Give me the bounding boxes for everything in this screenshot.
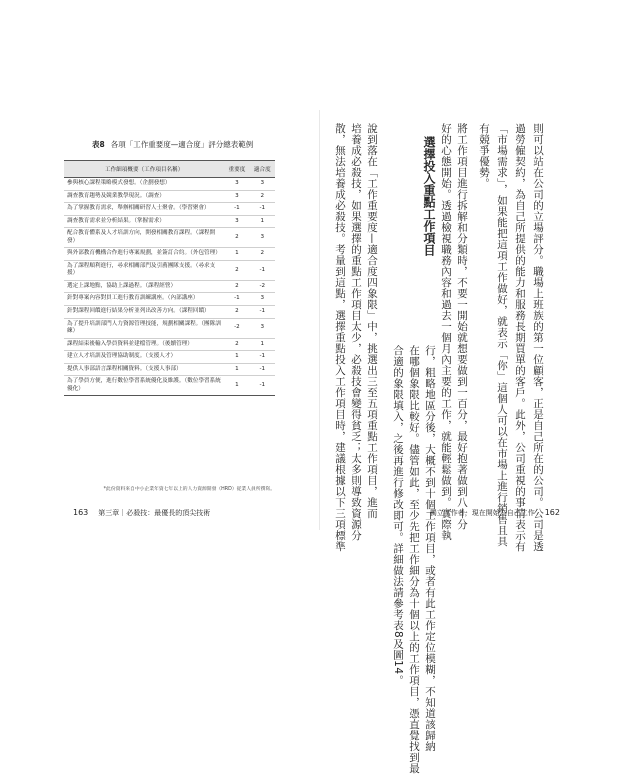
row-importance: 2 — [224, 306, 249, 319]
evaluation-table — [64, 160, 275, 396]
left-page-number: 163 — [73, 508, 89, 517]
row-name: 提供人事部語言課程相關資料。（支援人事部） — [64, 363, 224, 376]
row-importance: 3 — [224, 215, 249, 228]
body-text-column: 好的心態開始。透過檢視職務內容和過去一個月內主要的工作，就能輕鬆做到。實際執 — [440, 123, 452, 541]
column-header-name: 工作細項概要（工作項目名稱） — [64, 161, 224, 178]
left-page-footer — [73, 508, 210, 518]
row-importance: 1 — [224, 363, 249, 376]
row-fit: -1 — [250, 260, 275, 280]
body-text-column: 將工作項目進行拆解和分類時，不要一開始就想要做到一百分，最好抱著做到八十分 — [456, 123, 468, 530]
table-row — [64, 178, 275, 191]
row-name: 課程結束後輸入學員資料並建檔管理。（後續管理） — [64, 338, 224, 351]
table-title — [92, 139, 253, 150]
row-importance: 2 — [224, 338, 249, 351]
column-header-importance: 重要度 — [224, 161, 249, 178]
left-running-title: 第三章｜必殺技：最優長的頂尖技術 — [98, 509, 211, 517]
table-row — [64, 228, 275, 248]
row-importance: -1 — [224, 203, 249, 216]
row-name: 針對課程回饋進行結果分析並列出改善方向。（課程回饋） — [64, 306, 224, 319]
row-fit: -1 — [250, 363, 275, 376]
table-row — [64, 190, 275, 203]
body-text-column: 有競爭優勢。 — [478, 123, 490, 189]
row-name: 與外部教育機構合作進行專案規劃，並簽訂合約。（外包管理） — [64, 248, 224, 261]
table-footnote: *此份資料來自中小企業年資七年以上的人力資源開發（HRD）從業人員所撰寫。 — [103, 487, 275, 492]
row-name: 配合教育體系及人才培訓方向，開發相關教育課程。（課程開發） — [64, 228, 224, 248]
row-importance: -2 — [224, 318, 249, 338]
table-row — [64, 260, 275, 280]
row-fit: -2 — [250, 280, 275, 293]
body-text-column: 說到落在「工作重要度—適合度四象限」中，挑選出三至五項重點工作項目，進而 — [366, 123, 378, 519]
row-fit: 3 — [250, 318, 275, 338]
table-row — [64, 351, 275, 364]
body-text-column: 行，粗略地區分後，大概不到十個工作項目，或者有此工作定位模糊，不知道該歸納 — [424, 345, 436, 752]
row-name: 為了掌握教育需求，舉辦相關研習人士聚會。（學習聚會） — [64, 203, 224, 216]
table-header-row — [64, 161, 275, 178]
body-text-column: 散，無法培養成必殺技。考量到這點，選擇重點投入工作項目時，建議根據以下三項標準 — [334, 123, 346, 552]
row-importance: 1 — [224, 248, 249, 261]
row-importance: 3 — [224, 178, 249, 191]
row-fit: -1 — [250, 203, 275, 216]
table-number: 表8 — [92, 140, 105, 149]
table-row — [64, 293, 275, 306]
row-importance: 2 — [224, 260, 249, 280]
row-fit: 1 — [250, 215, 275, 228]
table-row — [64, 318, 275, 338]
row-fit: 2 — [250, 190, 275, 203]
table-caption: 各項「工作重要度—適合度」評分總表範例 — [110, 140, 254, 149]
row-fit: -1 — [250, 306, 275, 319]
column-header-fit: 適合度 — [250, 161, 275, 178]
row-name: 為了課程順利進行，尋求相關部門及引薦團隊支援。（尋求支援） — [64, 260, 224, 280]
row-name: 針對專案內容對員工進行教育訓練講座。（內部講座） — [64, 293, 224, 306]
body-text-column: 在哪個象限比較好。儘管如此，至少先把工作細分為十個以上的工作項目，憑直覺找到最 — [408, 345, 420, 774]
body-text-column: 過勞僱契約，為自己所提供的能力和服務長期買單的客戶。此外，公司重視的事情表示有 — [514, 123, 526, 552]
row-importance: 1 — [224, 376, 249, 396]
table-row — [64, 215, 275, 228]
row-name: 為了提升培訓部門人力資源管理技能，規劃相關課程。（團隊訓練） — [64, 318, 224, 338]
row-fit: 3 — [250, 293, 275, 306]
page-gutter — [319, 110, 320, 530]
right-page-footer — [430, 508, 560, 518]
row-importance: 1 — [224, 351, 249, 364]
row-name: 為了學員方便，進行數位學習系統優化及維護。（數位學習系統優化） — [64, 376, 224, 396]
row-importance: 2 — [224, 228, 249, 248]
body-text-column: 培養成必殺技，如果選擇的重點工作項目太少，必殺技會變得貧乏；太多則導致資源分 — [350, 123, 362, 541]
table-row — [64, 306, 275, 319]
row-importance: 3 — [224, 190, 249, 203]
body-text-column: 合適的象限填入，之後再進行修改即可。詳細做法請參考表8及圖14。 — [392, 345, 404, 686]
right-running-title: 獨立工作者，現在開始為自己工作 — [429, 509, 535, 517]
row-name: 調查教育需求並分析結果。（掌握需求） — [64, 215, 224, 228]
table-row — [64, 280, 275, 293]
table-row — [64, 338, 275, 351]
row-name: 參與核心課程策略模式發想。（企劃發想） — [64, 178, 224, 191]
right-page-number: 162 — [544, 508, 560, 517]
row-importance: -1 — [224, 293, 249, 306]
row-name: 選定上課地點，協助上課過程。（課程經營） — [64, 280, 224, 293]
body-text-column: 「市場需求」，如果能把這項工作做好，就表示「你」這個人可以在市場上進行銷售且具 — [496, 123, 508, 547]
table-row — [64, 203, 275, 216]
body-text-column: 則可以站在公司的立場評分。職場上班族的第一位顧客，正是自己所在的公司。公司是透 — [532, 123, 544, 552]
section-heading: 選擇投入重點工作項目 — [422, 136, 436, 256]
row-fit: -1 — [250, 376, 275, 396]
row-importance: 2 — [224, 280, 249, 293]
table-row — [64, 363, 275, 376]
row-name: 建立人才培訓及管理協助制度。（支援人才） — [64, 351, 224, 364]
row-fit: 3 — [250, 178, 275, 191]
row-name: 調查教育趨勢及競業教學現況。（調查） — [64, 190, 224, 203]
table-row — [64, 248, 275, 261]
table-row — [64, 376, 275, 396]
row-fit: -1 — [250, 351, 275, 364]
row-fit: 3 — [250, 228, 275, 248]
row-fit: 2 — [250, 248, 275, 261]
row-fit: 1 — [250, 338, 275, 351]
